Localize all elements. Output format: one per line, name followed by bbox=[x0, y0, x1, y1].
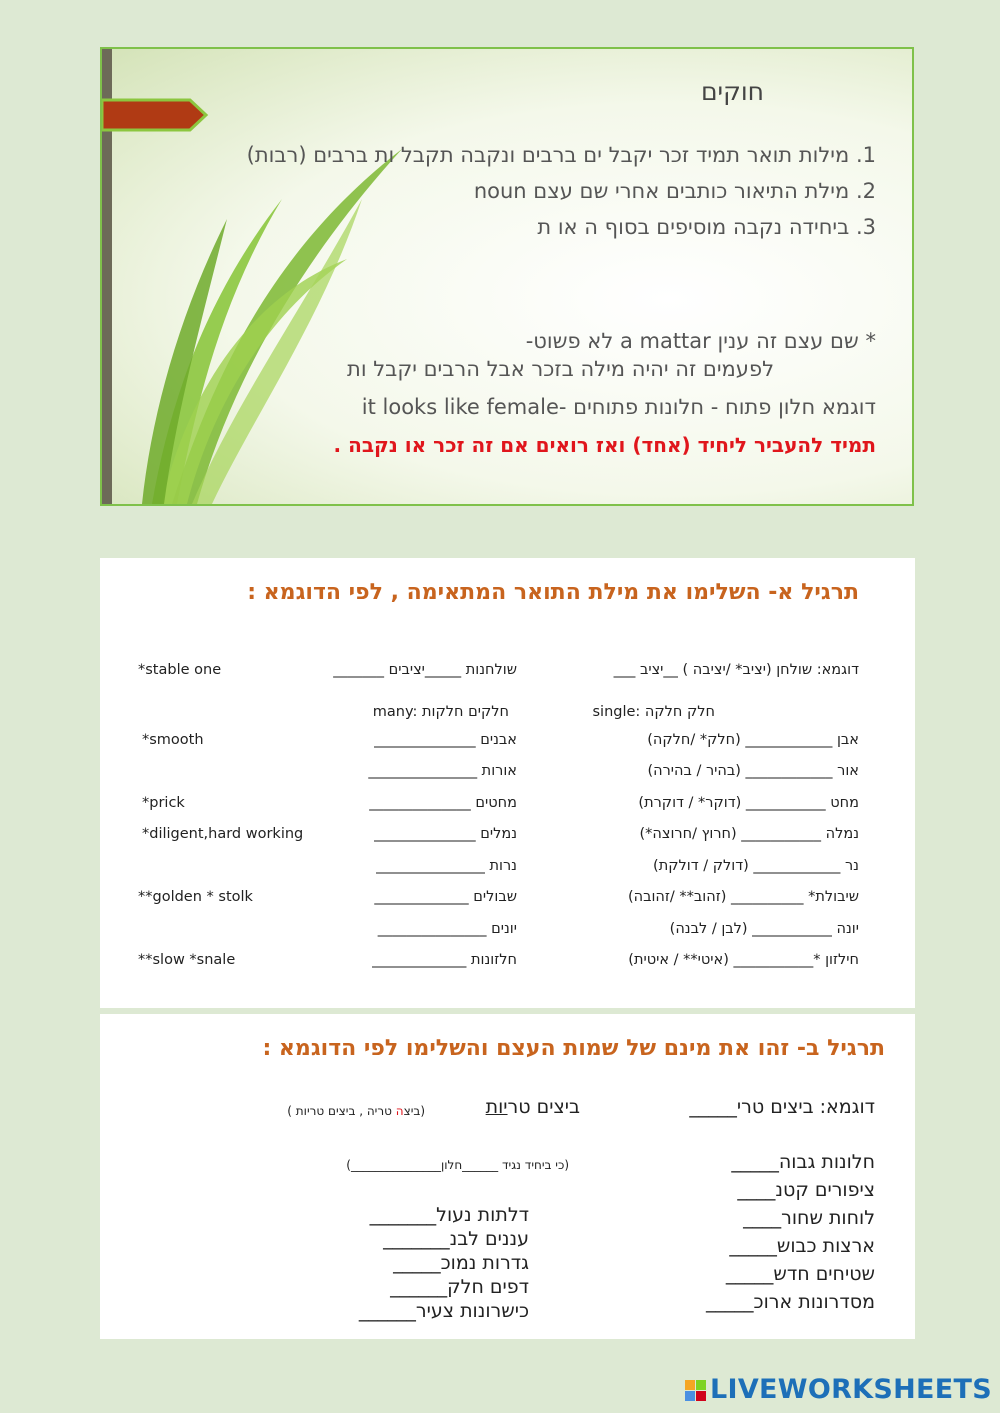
row-right[interactable]: אור ____________ (בהיר / בהירה) bbox=[647, 763, 859, 779]
row-gloss: *prick bbox=[142, 795, 185, 811]
rules-title: חוקים bbox=[700, 77, 764, 106]
row-right[interactable]: מחט ___________ (דוקר* / דוקרת) bbox=[638, 795, 859, 811]
liveworksheets-logo bbox=[685, 1374, 992, 1405]
row-left[interactable]: מחטים ______________ bbox=[369, 795, 517, 811]
row-right[interactable]: נמלה ___________ (חרוץ /חרוצה*) bbox=[639, 826, 859, 842]
left-item[interactable]: כישרונות צעיר______ bbox=[358, 1300, 529, 1322]
example-answer: ביצים טריות bbox=[485, 1096, 580, 1118]
left-item[interactable]: עננים לבנ_______ bbox=[383, 1228, 529, 1250]
row-left[interactable]: אבנים ______________ bbox=[374, 732, 517, 748]
example-note: (ביצה טריה , ביצים טריות ) bbox=[287, 1104, 425, 1118]
right-item[interactable]: שטיחים חדש_____ bbox=[725, 1263, 875, 1285]
rules-card bbox=[100, 47, 914, 506]
red-arrow-tab bbox=[102, 97, 212, 133]
row-left[interactable]: נמלים ______________ bbox=[374, 826, 517, 842]
right-item[interactable]: חלונות גבוה_____ bbox=[731, 1151, 875, 1173]
row-right[interactable]: חילזון *___________ (איטי** / איטית) bbox=[628, 952, 859, 968]
example-label: דוגמא: ביצים טרי_____ bbox=[689, 1096, 875, 1118]
row-gloss: **golden * stolk bbox=[138, 889, 253, 905]
row-gloss: *smooth bbox=[142, 732, 204, 748]
note-3: דוגמא חלון פתוח - חלונות פתוחים -it looks like female bbox=[361, 395, 876, 419]
rule-1: 1. מילות תואר תמיד זכר יקבל ים ברבים ונקבה תקבל ות ברבים (רבות) bbox=[246, 143, 876, 167]
rule-2: 2. מילת התיאור כותבים אחרי שם עצם noun bbox=[473, 179, 876, 203]
single-hint: single: חלק חלקה bbox=[592, 704, 715, 720]
right-item[interactable]: ארצות כבוש_____ bbox=[729, 1235, 875, 1257]
row-right[interactable]: אבן ____________ (חלק* /חלקה) bbox=[647, 732, 859, 748]
right-item[interactable]: מסדרונות ארוכ_____ bbox=[706, 1291, 875, 1313]
note-2: לפעמים זה יהיה מילה בזכר אבל הרבים יקבל ות bbox=[347, 357, 774, 381]
exercise-a-card bbox=[100, 558, 915, 1008]
exercise-b-title: תרגיל ב- זהו את מינם של שמות העצם והשלימו לפי הדוגמא : bbox=[262, 1036, 885, 1061]
hint-text[interactable]: (כי ביחיד נגיד ______חלון_______________) bbox=[346, 1158, 569, 1172]
left-item[interactable]: גדרות נמוכ_____ bbox=[393, 1252, 529, 1274]
left-item[interactable]: דפים חלק______ bbox=[390, 1276, 529, 1298]
exercise-b-card bbox=[100, 1014, 915, 1339]
exercise-a-title: תרגיל א- השלימו את מילת התואר המתאימה , לפי הדוגמא : bbox=[247, 580, 859, 605]
row-left[interactable]: יונים _______________ bbox=[377, 921, 517, 937]
row-gloss: *diligent,hard working bbox=[142, 826, 304, 842]
right-item[interactable]: לוחות שחור____ bbox=[743, 1207, 875, 1229]
rule-3: 3. ביחידה נקבה מוסיפים בסוף ה או ת bbox=[537, 215, 876, 239]
row-right[interactable]: נר ____________ (דולק / דולקת) bbox=[653, 858, 859, 874]
row-right[interactable]: שיבולת* __________ (זהוב** /זהובה) bbox=[627, 889, 859, 905]
logo-icon bbox=[685, 1380, 707, 1402]
example-right: דוגמא: שולחן (יציב* /יציבה ) __יציב ___ bbox=[613, 662, 859, 678]
row-left[interactable]: נרות _______________ bbox=[376, 858, 517, 874]
row-gloss: **slow *snale bbox=[138, 952, 236, 968]
logo-text: LIVEWORKSHEETS bbox=[709, 1374, 992, 1405]
example-gloss: *stable one bbox=[138, 662, 222, 678]
many-hint: many: חלקים חלקות bbox=[372, 704, 509, 720]
row-left[interactable]: אורות _______________ bbox=[368, 763, 517, 779]
row-left[interactable]: שבולים _____________ bbox=[374, 889, 517, 905]
example-left: שולחנות _____יציבים _______ bbox=[333, 662, 517, 678]
right-item[interactable]: ציפורים קטנ____ bbox=[737, 1179, 875, 1201]
note-1: * שם עצם זה ענין a mattar לא פשוט- bbox=[525, 329, 876, 353]
row-left[interactable]: חלזונות _____________ bbox=[372, 952, 517, 968]
note-4-highlight: תמיד להעביר ליחיד (אחד) ואז רואים אם זה זכר או נקבה . bbox=[333, 433, 876, 457]
left-item[interactable]: דלתות נעול_______ bbox=[369, 1204, 529, 1226]
row-right[interactable]: יונה ___________ (לבן / לבנה) bbox=[669, 921, 859, 937]
